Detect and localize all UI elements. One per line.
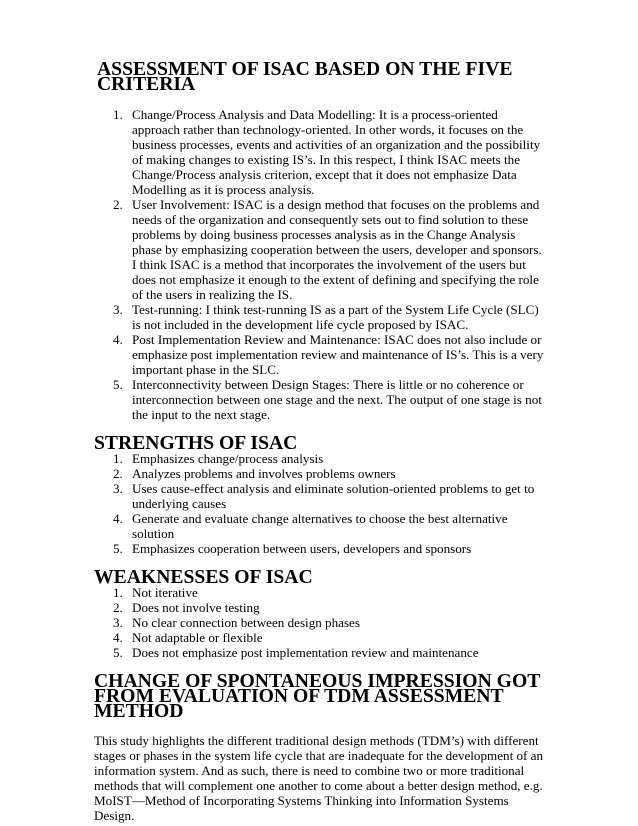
list-item [94, 197, 546, 302]
list-item [94, 585, 546, 600]
list-item [94, 630, 546, 645]
list-item-number: 4. [113, 332, 123, 347]
list-item [94, 451, 546, 466]
list-item-number: 4. [113, 511, 123, 526]
list-item [94, 645, 546, 660]
list-item-text: Emphasizes cooperation between users, developers and sponsors [132, 541, 472, 556]
strengths-list [94, 451, 546, 556]
strengths-heading: STRENGTHS OF ISAC [94, 432, 298, 454]
list-item [94, 541, 546, 556]
list-item-text: No clear connection between design phases [132, 615, 360, 630]
list-item [94, 615, 546, 630]
weaknesses-list [94, 585, 546, 660]
list-item [94, 302, 546, 332]
list-item-number: 1. [113, 107, 123, 122]
list-item [94, 511, 546, 541]
list-item-text: Generate and evaluate change alternatives to choose the best alternative solution [132, 511, 508, 541]
change-paragraph: This study highlights the different traditional design methods (TDM’s) with different stages or phases in the system life cycle that are inadequate for the development of an information system. And as such, there is need to combine two or more traditional methods that will complement one another to come about a better design method, e.g. MoIST—Method of Incorporating Systems Thinking into Information Systems Design. [94, 733, 544, 823]
list-item-number: 3. [113, 615, 123, 630]
list-item-text: Does not emphasize post implementation review and maintenance [132, 645, 479, 660]
list-item [94, 466, 546, 481]
list-item [94, 600, 546, 615]
list-item [94, 107, 546, 197]
list-item-number: 2. [113, 600, 123, 615]
list-item-text: Uses cause-effect analysis and eliminate solution-oriented problems to get to underlying causes [132, 481, 535, 511]
list-item-number: 4. [113, 630, 123, 645]
list-item-number: 1. [113, 585, 123, 600]
list-item-text: Emphasizes change/process analysis [132, 451, 324, 466]
assessment-heading: ASSESSMENT OF ISAC BASED ON THE FIVE CRITERIA [97, 58, 513, 95]
list-item-number: 5. [113, 645, 123, 660]
list-item-text: Post Implementation Review and Maintenance: ISAC does not also include or emphasize post implementation review and maintenance of IS’s. This is a very important phase in the SLC. [132, 332, 544, 377]
list-item-text: Change/Process Analysis and Data Modelling: It is a process-oriented approach rather than technology-oriented. In other words, it focuses on the business processes, events and activities of an organization and the possibility of making changes to existing IS’s. In this respect, I think ISAC meets the Change/Process analysis criterion, except that it does not emphasize Data Modelling as it is process analysis. [132, 107, 541, 197]
list-item-number: 3. [113, 302, 123, 317]
list-item-number: 3. [113, 481, 123, 496]
list-item-text: User Involvement: ISAC is a design method that focuses on the problems and needs of the organization and consequently sets out to find solution to these problems by doing business processes analysis as in the Change Analysis phase by emphasizing cooperation between the users, developer and sponsors. I think ISAC is a method that incorporates the involvement of the users but does not emphasize it enough to the extent of defining and specifying the role of the users in realizing the IS. [132, 197, 542, 302]
list-item [94, 377, 546, 422]
list-item-number: 5. [113, 541, 123, 556]
document-body [94, 58, 546, 823]
list-item-text: Not iterative [132, 585, 198, 600]
list-item-text: Analyzes problems and involves problems owners [132, 466, 396, 481]
list-item [94, 481, 546, 511]
change-heading: CHANGE OF SPONTANEOUS IMPRESSION GOT FROM EVALUATION OF TDM ASSESSMENT METHOD [94, 670, 540, 722]
weaknesses-heading: WEAKNESSES OF ISAC [94, 566, 313, 588]
list-item-number: 2. [113, 466, 123, 481]
list-item-text: Not adaptable or flexible [132, 630, 263, 645]
list-item-text: Test-running: I think test-running IS as a part of the System Life Cycle (SLC) is not included in the development life cycle proposed by ISAC. [132, 302, 539, 332]
list-item-number: 2. [113, 197, 123, 212]
list-item [94, 332, 546, 377]
list-item-text: Interconnectivity between Design Stages: There is little or no coherence or interconnection between one stage and the next. The output of one stage is not the input to the next stage. [132, 377, 542, 422]
assessment-list [94, 107, 546, 422]
list-item-number: 1. [113, 451, 123, 466]
list-item-number: 5. [113, 377, 123, 392]
list-item-text: Does not involve testing [132, 600, 260, 615]
